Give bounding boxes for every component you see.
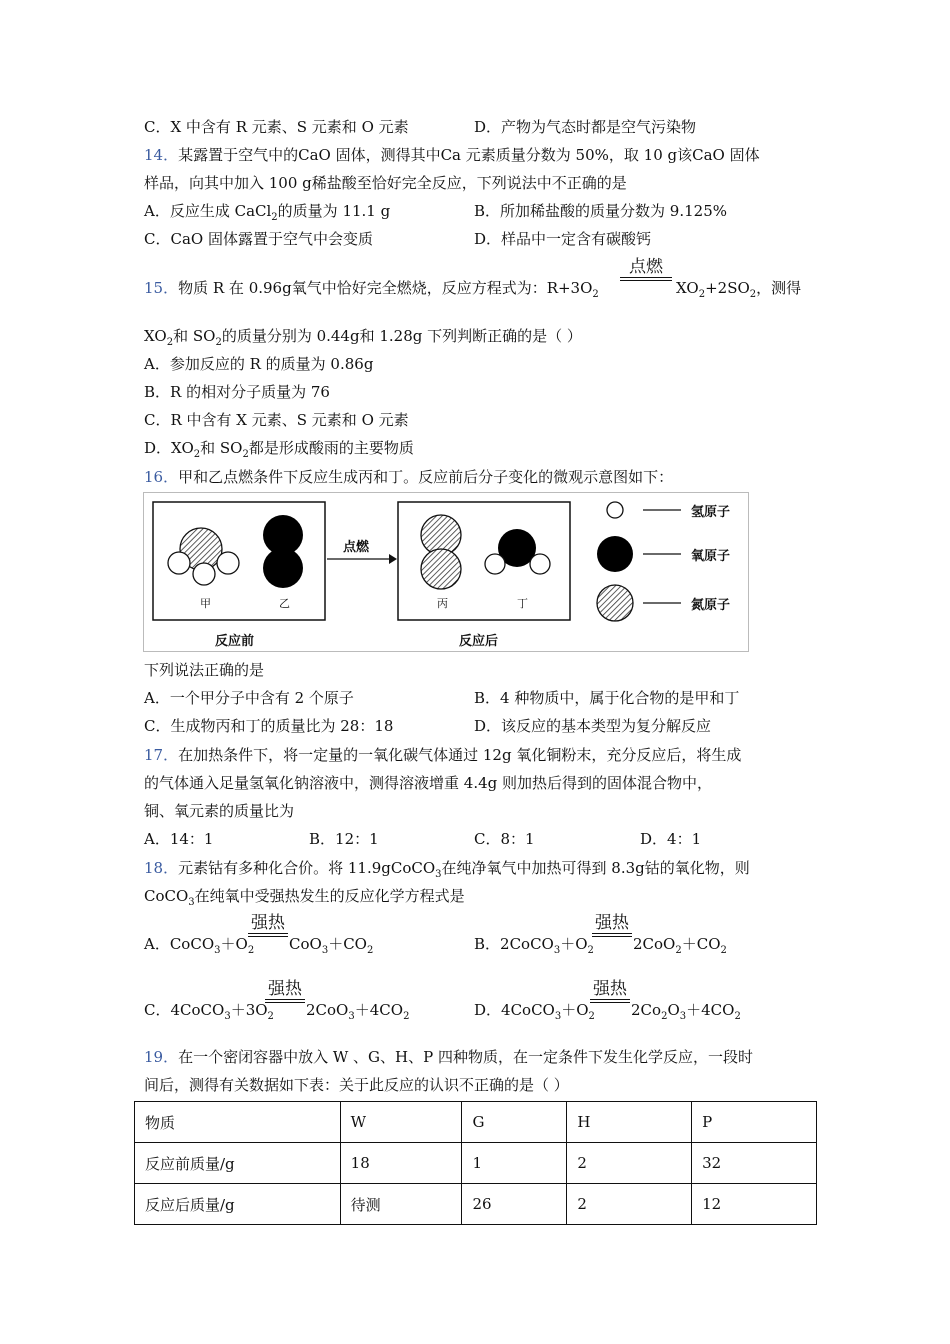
q16-line1: 16．甲和乙点燃条件下反应生成丙和丁。反应前后分子变化的微观示意图如下： <box>144 468 674 486</box>
q19-line1: 19．在一个密闭容器中放入 W 、G、H、P 四种物质，在一定条件下发生化学反应，一段时 <box>144 1048 753 1066</box>
legend-oxygen-icon <box>597 536 633 572</box>
table-cell: 反应前质量/g <box>135 1143 341 1184</box>
molecule-diagram <box>143 492 749 652</box>
q18-option-c-products: $2CoO_3+4CO_2$ <box>306 1001 410 1022</box>
q18-option-a: A．$CoCO_3+O_2$ <box>144 935 255 956</box>
q18-line1: 18．元素钴有多种化合价。将 11.9gCoCO$_3$在纯净氧气中加热可得到 8.3g钴的氧化物，则 <box>144 859 750 880</box>
label-yi: 乙 <box>279 597 290 610</box>
q18-line2: CoCO$_3$在纯氧中受强热发生的反应化学方程式是 <box>144 887 465 908</box>
q15-option-a: A．参加反应的 R 的质量为 0.86g <box>144 355 374 373</box>
q15-line1: 15．物质 R 在 0.96g氧气中恰好完全燃烧，反应方程式为：$R+3O_2$ <box>144 279 599 300</box>
mass-data-table <box>134 1101 817 1225</box>
table-cell: 26 <box>462 1184 567 1225</box>
q16-option-a: A．一个甲分子中含有 2 个原子 <box>144 689 354 707</box>
q18-option-b-products: $2CoO_2+CO_2$ <box>633 935 727 956</box>
legend-nitrogen-icon <box>597 585 633 621</box>
table-cell: W <box>340 1102 462 1143</box>
q18-b-condition: 强热 <box>592 913 632 937</box>
hydrogen-atom <box>193 563 215 585</box>
q17-line1: 17．在加热条件下，将一定量的一氧化碳气体通过 12g 氧化铜粉末，充分反应后，将生成 <box>144 746 742 764</box>
q17-option-c: C．8：1 <box>474 830 535 848</box>
label-ding: 丁 <box>517 597 528 610</box>
q14-option-d: D．样品中一定含有碳酸钙 <box>474 230 652 248</box>
table-cell: 2 <box>567 1184 692 1225</box>
q16-stem: 下列说法正确的是 <box>144 661 265 679</box>
option-d-prev: D．产物为气态时都是空气污染物 <box>474 118 697 136</box>
table-cell: 1 <box>462 1143 567 1184</box>
q15-condition: 点燃 <box>620 257 672 281</box>
q15-line1-end: $XO_2+2SO_2$，测得 <box>676 279 802 300</box>
q16-option-d: D．该反应的基本类型为复分解反应 <box>474 717 712 735</box>
table-cell: P <box>692 1102 817 1143</box>
table-row <box>135 1102 817 1143</box>
option-c-prev: C．X 中含有 R 元素、S 元素和 O 元素 <box>144 118 409 136</box>
q17-line2: 的气体通入足量氢氧化钠溶液中，测得溶液增重 4.4g 则加热后得到的固体混合物中， <box>144 774 712 792</box>
oxygen-atom <box>263 548 303 588</box>
q15-number: 15． <box>144 279 179 297</box>
q18-option-a-products: $CoO_3+CO_2$ <box>289 935 374 956</box>
q17-option-b: B．12：1 <box>309 830 379 848</box>
hydrogen-atom <box>530 554 550 574</box>
table-cell: 18 <box>340 1143 462 1184</box>
q15-option-b: B．R 的相对分子质量为 76 <box>144 383 330 401</box>
q17-line3: 铜、氧元素的质量比为 <box>144 802 295 820</box>
q15-option-d: D．$XO_2$和 $SO_2$都是形成酸雨的主要物质 <box>144 439 414 460</box>
table-cell: 待测 <box>340 1184 462 1225</box>
table-row <box>135 1184 817 1225</box>
q15-line2: $XO_2$和 $SO_2$的质量分别为 0.44g和 1.28g 下列判断正确的是（ ） <box>144 327 582 348</box>
q19-line2: 间后，测得有关数据如下表：关于此反应的认识不正确的是（ ） <box>144 1076 569 1094</box>
q14-option-c: C．CaO 固体露置于空气中会变质 <box>144 230 373 248</box>
legend-oxygen-label: 氧原子 <box>691 549 731 564</box>
nitrogen-atom <box>421 549 461 589</box>
table-cell: 物质 <box>135 1102 341 1143</box>
table-cell: 2 <box>567 1143 692 1184</box>
q16-option-c: C．生成物丙和丁的质量比为 28：18 <box>144 717 394 735</box>
q14-number: 14． <box>144 146 179 164</box>
q17-option-a: A．14：1 <box>144 830 214 848</box>
hydrogen-atom <box>168 552 190 574</box>
q18-number: 18． <box>144 859 179 877</box>
arrow-condition: 点燃 <box>343 540 370 555</box>
q18-option-b: B．$2CoCO_3+O_2$ <box>474 935 594 956</box>
q14-option-b: B．所加稀盐酸的质量分数为 9.125% <box>474 202 727 220</box>
table-row <box>135 1143 817 1184</box>
q18-c-condition: 强热 <box>265 979 305 1003</box>
q17-option-d: D．4：1 <box>640 830 702 848</box>
table-cell: 反应后质量/g <box>135 1184 341 1225</box>
label-jia: 甲 <box>200 597 211 610</box>
q18-a-condition: 强热 <box>248 913 288 937</box>
table-cell: 32 <box>692 1143 817 1184</box>
table-cell: H <box>567 1102 692 1143</box>
q14-option-a: A．反应生成 CaCl$_2$的质量为 11.1 g <box>144 202 391 223</box>
legend-hydrogen-label: 氢原子 <box>691 505 731 520</box>
table-cell: G <box>462 1102 567 1143</box>
q18-d-condition: 强热 <box>590 979 630 1003</box>
label-bing: 丙 <box>437 597 448 610</box>
label-after: 反应后 <box>459 634 499 649</box>
q19-number: 19． <box>144 1048 179 1066</box>
legend-hydrogen-icon <box>607 502 623 518</box>
q18-option-c: C．$4CoCO_3+3O_2$ <box>144 1001 274 1022</box>
hydrogen-atom <box>217 552 239 574</box>
q18-option-d-products: $2Co_2O_3+4CO_2$ <box>631 1001 741 1022</box>
q14-line2: 样品，向其中加入 100 g稀盐酸至恰好完全反应，下列说法中不正确的是 <box>144 174 627 192</box>
q14-line1: 14．某露置于空气中的CaO 固体，测得其中Ca 元素质量分数为 50%，取 10 g该CaO 固体 <box>144 146 760 164</box>
q16-number: 16． <box>144 468 179 486</box>
q16-option-b: B．4 种物质中，属于化合物的是甲和丁 <box>474 689 740 707</box>
q17-number: 17． <box>144 746 179 764</box>
q18-option-d: D．$4CoCO_3+O_2$ <box>474 1001 595 1022</box>
legend-nitrogen-label: 氮原子 <box>691 598 731 613</box>
q15-option-c: C．R 中含有 X 元素、S 元素和 O 元素 <box>144 411 409 429</box>
label-before: 反应前 <box>215 634 255 649</box>
hydrogen-atom <box>485 554 505 574</box>
table-cell: 12 <box>692 1184 817 1225</box>
